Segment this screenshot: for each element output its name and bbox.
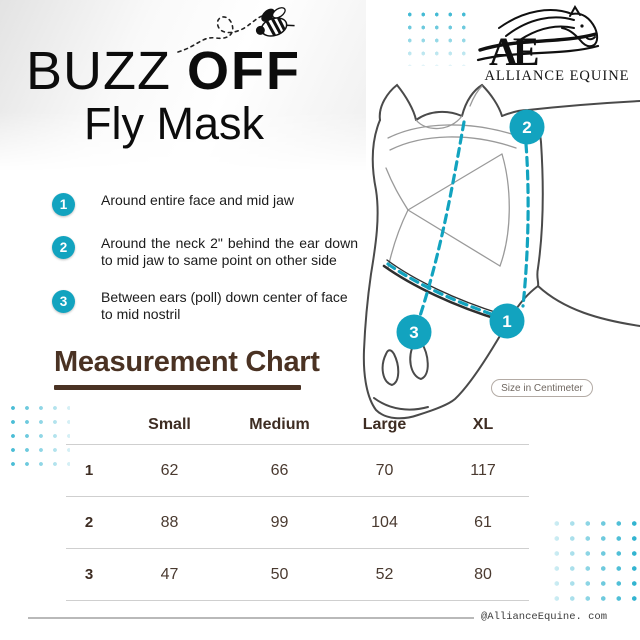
step-2-text: Around the neck 2" behind the ear down to mid jaw to same point on other side xyxy=(101,235,358,269)
table-cell: 99 xyxy=(270,513,289,531)
title-buzz: BUZZ xyxy=(26,41,171,101)
step-1-badge: 1 xyxy=(52,193,75,216)
table-cell: 66 xyxy=(270,461,289,479)
diagram-marker-2: 2 xyxy=(522,118,532,137)
table-cell: 62 xyxy=(160,461,179,479)
table-cell: 117 xyxy=(470,461,496,479)
measurement-table xyxy=(66,405,529,601)
table-row xyxy=(66,497,529,549)
footer-divider xyxy=(28,617,474,619)
table-cell: 52 xyxy=(375,565,394,583)
title-off: OFF xyxy=(187,41,301,101)
table-header-row xyxy=(66,405,529,445)
measurement-lines xyxy=(388,122,528,317)
dots-pattern-bottom-right xyxy=(549,516,640,611)
heading-underline xyxy=(54,385,301,390)
logo-monogram: AE xyxy=(489,29,535,74)
table-cell: 47 xyxy=(160,565,179,583)
title-subtitle: Fly Mask xyxy=(84,98,264,149)
row-label: 1 xyxy=(84,462,94,479)
row-label: 3 xyxy=(84,566,94,583)
step-2-badge: 2 xyxy=(52,236,75,259)
footer-handle: @AllianceEquine. com xyxy=(481,611,608,623)
dots-pattern-left xyxy=(6,401,70,473)
horse-measurement-diagram xyxy=(350,58,640,430)
diagram-marker-1: 1 xyxy=(502,312,512,331)
table-row xyxy=(66,549,529,601)
horse-outline xyxy=(364,85,640,418)
table-row xyxy=(66,445,529,497)
table-cell: 80 xyxy=(474,565,492,583)
table-cell: 70 xyxy=(375,461,394,479)
size-unit-badge: Size in Centimeter xyxy=(491,379,593,397)
step-1 xyxy=(52,192,358,216)
row-label: 2 xyxy=(84,514,94,531)
table-cell: 61 xyxy=(474,513,492,531)
page-title xyxy=(26,41,386,149)
step-2 xyxy=(52,235,358,270)
table-cell: 50 xyxy=(270,565,289,583)
measurement-steps xyxy=(52,192,358,323)
step-1-text: Around entire face and mid jaw xyxy=(101,192,294,208)
diagram-markers xyxy=(397,110,545,350)
step-3 xyxy=(52,289,358,324)
step-3-badge: 3 xyxy=(52,290,75,313)
column-header-small: Small xyxy=(148,415,191,433)
table-cell: 104 xyxy=(371,513,398,531)
column-header-medium: Medium xyxy=(249,415,310,433)
measurement-chart-heading: Measurement Chart xyxy=(54,346,320,378)
logo-name: ALLIANCE EQUINE xyxy=(484,68,630,84)
column-header-xl: XL xyxy=(472,415,494,433)
table-cell: 88 xyxy=(160,513,179,531)
diagram-marker-3: 3 xyxy=(409,323,419,342)
column-header-large: Large xyxy=(362,415,407,433)
step-3-text: Between ears (poll) down center of face to mid nostril xyxy=(101,288,348,323)
